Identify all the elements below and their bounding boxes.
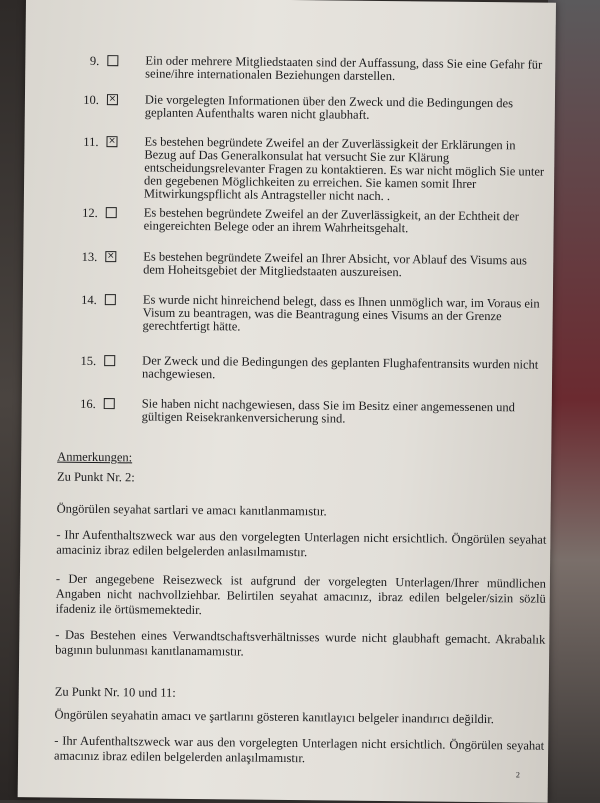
- point10-heading: Zu Punkt Nr. 10 und 11:: [54, 684, 176, 700]
- point10-item: - Ihr Aufenthaltszweck war aus den vorgelegten Unterlagen nicht ersichtlich. Öngörülen seyahat amacınız ibraz edilen belgelerden anlaşılmamıstır.: [54, 733, 545, 766]
- criterion-text: Es bestehen begründete Zweifel an Ihrer Absicht, vor Ablauf des Visums aus dem Hoheitsgebiet der Mitgliedstaaten auszureisen.: [143, 249, 528, 280]
- criterion-number: 15.: [80, 353, 97, 368]
- criterion-text: Es bestehen begründete Zweifel an der Zuverlässigkeit, an der Echtheit der eingereichten Belege oder an ihrem Wahrheitsgehalt.: [143, 205, 520, 236]
- checkbox[interactable]: [106, 207, 117, 218]
- checkbox[interactable]: ×: [106, 251, 115, 262]
- criterion-text: Es bestehen begründete Zweifel an der Zuverlässigkeit der Erklärungen in Bezug auf Das Generalkonsulat hat versucht Sie zur Klärung entscheidungsrelevanter Fragen zu kontaktieren. Es war nicht möglich Sie unter den gegebenen Möglichkeiten zu erreichen. Sie kamen somit Ihrer Mitwirkungspflicht als Antragsteller nicht nach. .: [143, 134, 545, 204]
- criterion-number: 11.: [83, 134, 99, 149]
- criterion-text: Die vorgelegten Informationen über den Zweck und die Bedingungen des geplanten Aufenthalts waren nicht glaubhaft.: [144, 92, 514, 122]
- point2-item-1: - Ihr Aufenthaltszweck war aus den vorgelegten Unterlagen nicht ersichtlich. Öngörülen seyahat amaciniz ibraz edilen belgelerden anlasılmamıstır.: [56, 527, 547, 560]
- criterion-9: [25, 53, 555, 84]
- point2-intro: Öngörülen seyahat sartlari ve amacı kanıtlanmamıstır.: [56, 501, 327, 519]
- criterion-15: [22, 353, 552, 382]
- checkbox[interactable]: ×: [108, 136, 116, 147]
- criterion-number: 9.: [89, 53, 100, 68]
- point2-heading: Zu Punkt Nr. 2:: [56, 469, 135, 485]
- criterion-text: Ein oder mehrere Mitgliedstaaten sind der Auffassung, dass Sie eine Gefahr für seine/ihre internationalen Beziehungen darstellen.: [145, 53, 543, 84]
- criterion-text: Der Zweck und die Bedingungen des geplanten Flughafentransits wurden nicht nachgewiesen.: [142, 353, 539, 382]
- criterion-16: [22, 396, 552, 426]
- checkbox[interactable]: [105, 294, 116, 305]
- criterion-number: 12.: [82, 205, 98, 220]
- criterion-14: [23, 292, 553, 334]
- criterion-text: Es wurde nicht hinreichend belegt, dass es Ihnen unmöglich war, im Voraus ein Visum zu beantragen, was die Beantragung eines Visums an der Grenze gerechtfertigt hätte.: [142, 292, 540, 334]
- checkbox[interactable]: [104, 398, 115, 409]
- checkbox[interactable]: ×: [108, 94, 117, 105]
- background-right: [548, 0, 600, 800]
- criterion-number: 16.: [80, 396, 96, 411]
- document-page: [18, 0, 556, 803]
- notes-heading: Anmerkungen:: [57, 449, 133, 465]
- point10-intro: Öngörülen seyahatin amacı ve şartlarını gösteren kanıtlayıcı belgeler inandırıcı değildir.: [54, 707, 494, 727]
- criterion-10: [25, 92, 555, 122]
- criterion-13: [23, 249, 553, 280]
- criterion-number: 14.: [81, 292, 97, 307]
- criterion-11: [25, 134, 555, 204]
- checkbox[interactable]: [107, 55, 118, 66]
- criterion-12: [24, 205, 554, 236]
- criterion-number: 13.: [81, 249, 98, 264]
- checkbox[interactable]: [104, 355, 115, 366]
- point2-item-2: - Der angegebene Reisezweck ist aufgrund der vorgelegten Unterlagen/Ihrer mündlichen Angaben nicht nachvollziehbar. Belirtilen seyahat amacınız, ibraz edilen belgeler/sizin sözlü ifadeniz ile örtüsmemektedir.: [55, 571, 546, 618]
- page-number: 2: [515, 770, 520, 780]
- point2-item-3: - Das Bestehen eines Verwandtschaftsverhältnisses wurde nicht glaubhaft gemacht. Akrabalık bagının bulunması kanıtlanamamıstır.: [55, 627, 546, 659]
- criterion-number: 10.: [83, 92, 100, 107]
- criterion-text: Sie haben nicht nachgewiesen, dass Sie im Besitz einer angemessenen und gültigen Reisekrankenversicherung sind.: [141, 396, 515, 426]
